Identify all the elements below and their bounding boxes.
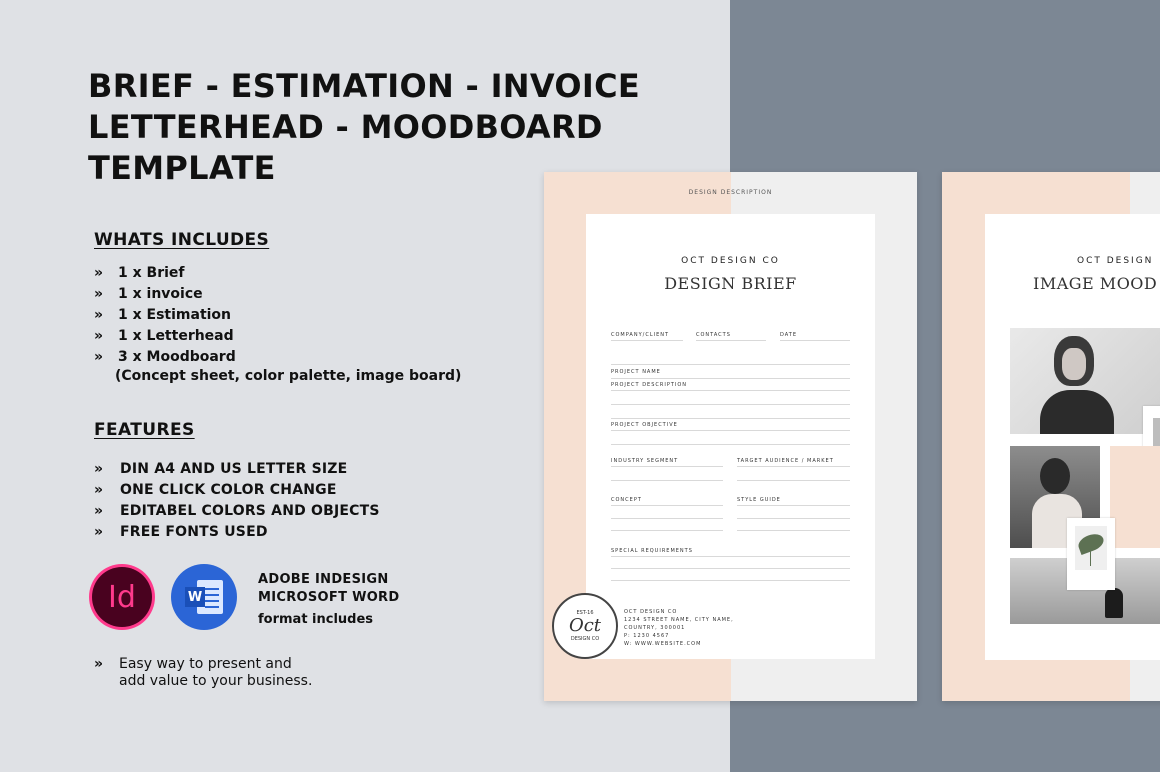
plant-photo-frame — [1067, 518, 1115, 590]
list-item: » ONE CLICK COLOR CHANGE — [94, 481, 337, 498]
includes-heading: WHATS INCLUDES — [94, 230, 270, 250]
brief-title: DESIGN BRIEF — [664, 274, 797, 293]
bullet-glyph: » — [94, 460, 104, 477]
design-brief-sheet — [544, 172, 917, 701]
bullet-glyph: » — [94, 306, 104, 323]
sheet-top-note: DESIGN DESCRIPTION — [688, 189, 773, 196]
bullet-glyph: » — [94, 285, 104, 302]
brief-card: OCT DESIGN CO DESIGN BRIEF COMPANY/CLIENT CONTACTS DATE PROJECT NAME PROJECT DESCRIPTION PROJECT OBJECTIVE INDUSTRY SEGMENT TARGET AUDIENCE / MARKET CONCEPT STYLE GUIDE SPECIAL REQUIREMENTS — [586, 214, 875, 659]
includes-list — [94, 262, 236, 367]
bullet-glyph: » — [94, 502, 104, 519]
bullet-glyph: » — [94, 264, 104, 281]
title-line-1: BRIEF - ESTIMATION - INVOICE — [88, 67, 641, 105]
moodboard-note: (Concept sheet, color palette, image board) — [115, 368, 462, 384]
list-item: » 3 x Moodboard — [94, 348, 236, 365]
moodboard-sheet — [942, 172, 1160, 701]
list-item: » 1 x Estimation — [94, 306, 232, 323]
list-item: » EDITABEL COLORS AND OBJECTS — [94, 502, 380, 519]
bullet-glyph: » — [94, 481, 104, 498]
list-item: » 1 x Letterhead — [94, 327, 234, 344]
moodboard-card — [985, 214, 1160, 660]
features-heading: FEATURES — [94, 420, 195, 440]
bullet-glyph: » — [94, 327, 104, 344]
page-title — [88, 66, 688, 189]
easy-note: » Easy way to present and add value to your business. — [94, 656, 313, 689]
bullet-glyph: » — [94, 523, 104, 540]
company-name: OCT DESIGN — [1077, 256, 1154, 266]
title-line-2: LETTERHEAD - MOODBOARD — [88, 108, 603, 146]
company-name: OCT DESIGN CO — [681, 256, 780, 266]
title-line-3: TEMPLATE — [88, 149, 276, 187]
formats-text: ADOBE INDESIGN MICROSOFT WORD format includes — [258, 572, 400, 627]
list-item: » DIN A4 AND US LETTER SIZE — [94, 460, 348, 477]
list-item: » 1 x Brief — [94, 264, 185, 281]
word-icon: W — [171, 564, 237, 630]
indesign-icon: Id — [89, 564, 155, 630]
company-address: OCT DESIGN CO 1234 STREET NAME, CITY NAME, COUNTRY, 300001 P: 1230 4567 W: WWW.WEBSITE.COM — [624, 609, 734, 647]
logo-stamp: EST-16 Oct DESIGN CO — [552, 593, 618, 659]
portrait-photo — [1010, 328, 1160, 434]
bullet-glyph: » — [94, 348, 104, 365]
bullet-glyph: » — [94, 656, 104, 672]
features-list — [94, 458, 380, 542]
moodboard-title: IMAGE MOOD — [1033, 274, 1158, 293]
list-item: » FREE FONTS USED — [94, 523, 268, 540]
list-item: » 1 x invoice — [94, 285, 203, 302]
